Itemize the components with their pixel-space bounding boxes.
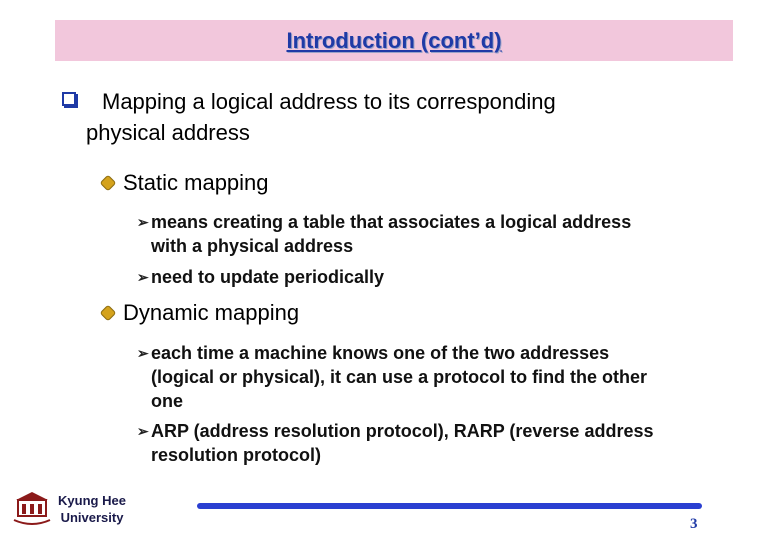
list-item-line1: means creating a table that associates a logical address <box>151 212 632 232</box>
section-heading: Static mapping <box>123 170 269 195</box>
slide-title: Introduction (cont’d) <box>286 28 502 53</box>
list-item-line2: (logical or physical), it can use a protocol to find the other <box>151 367 648 387</box>
arrow-bullet-icon: ➢ <box>137 269 149 285</box>
arrow-bullet-icon: ➢ <box>137 345 149 361</box>
arrow-bullet-icon: ➢ <box>137 214 149 230</box>
list-item <box>137 210 727 258</box>
list-item-line1: ARP (address resolution protocol), RARP (reverse address <box>151 421 654 441</box>
main-bullet-line1: Mapping a logical address to its corresponding <box>102 89 556 114</box>
list-item <box>137 265 727 289</box>
list-item <box>137 419 727 467</box>
main-bullet <box>62 86 702 148</box>
arrow-bullet-icon: ➢ <box>137 423 149 439</box>
university-name <box>56 492 128 526</box>
list-item <box>137 341 727 413</box>
slide-title-bar <box>55 20 733 61</box>
footer-divider <box>197 503 702 509</box>
section-dynamic-mapping <box>103 300 299 326</box>
main-bullet-line2: physical address <box>86 120 250 145</box>
university-seal-icon <box>12 490 52 526</box>
list-item-line2: resolution protocol) <box>151 445 321 465</box>
checkbox-bullet-icon <box>62 92 76 106</box>
list-item-line1: each time a machine knows one of the two addresses <box>151 343 610 363</box>
list-item-line3: one <box>151 391 184 411</box>
page-number: 3 <box>690 516 698 532</box>
section-heading: Dynamic mapping <box>123 300 300 325</box>
list-item-line1: need to update periodically <box>151 267 385 287</box>
section-static-mapping <box>103 170 269 196</box>
university-name-line2: University <box>60 510 124 525</box>
list-item-line2: with a physical address <box>151 236 354 256</box>
university-name-line1: Kyung Hee <box>58 493 126 508</box>
